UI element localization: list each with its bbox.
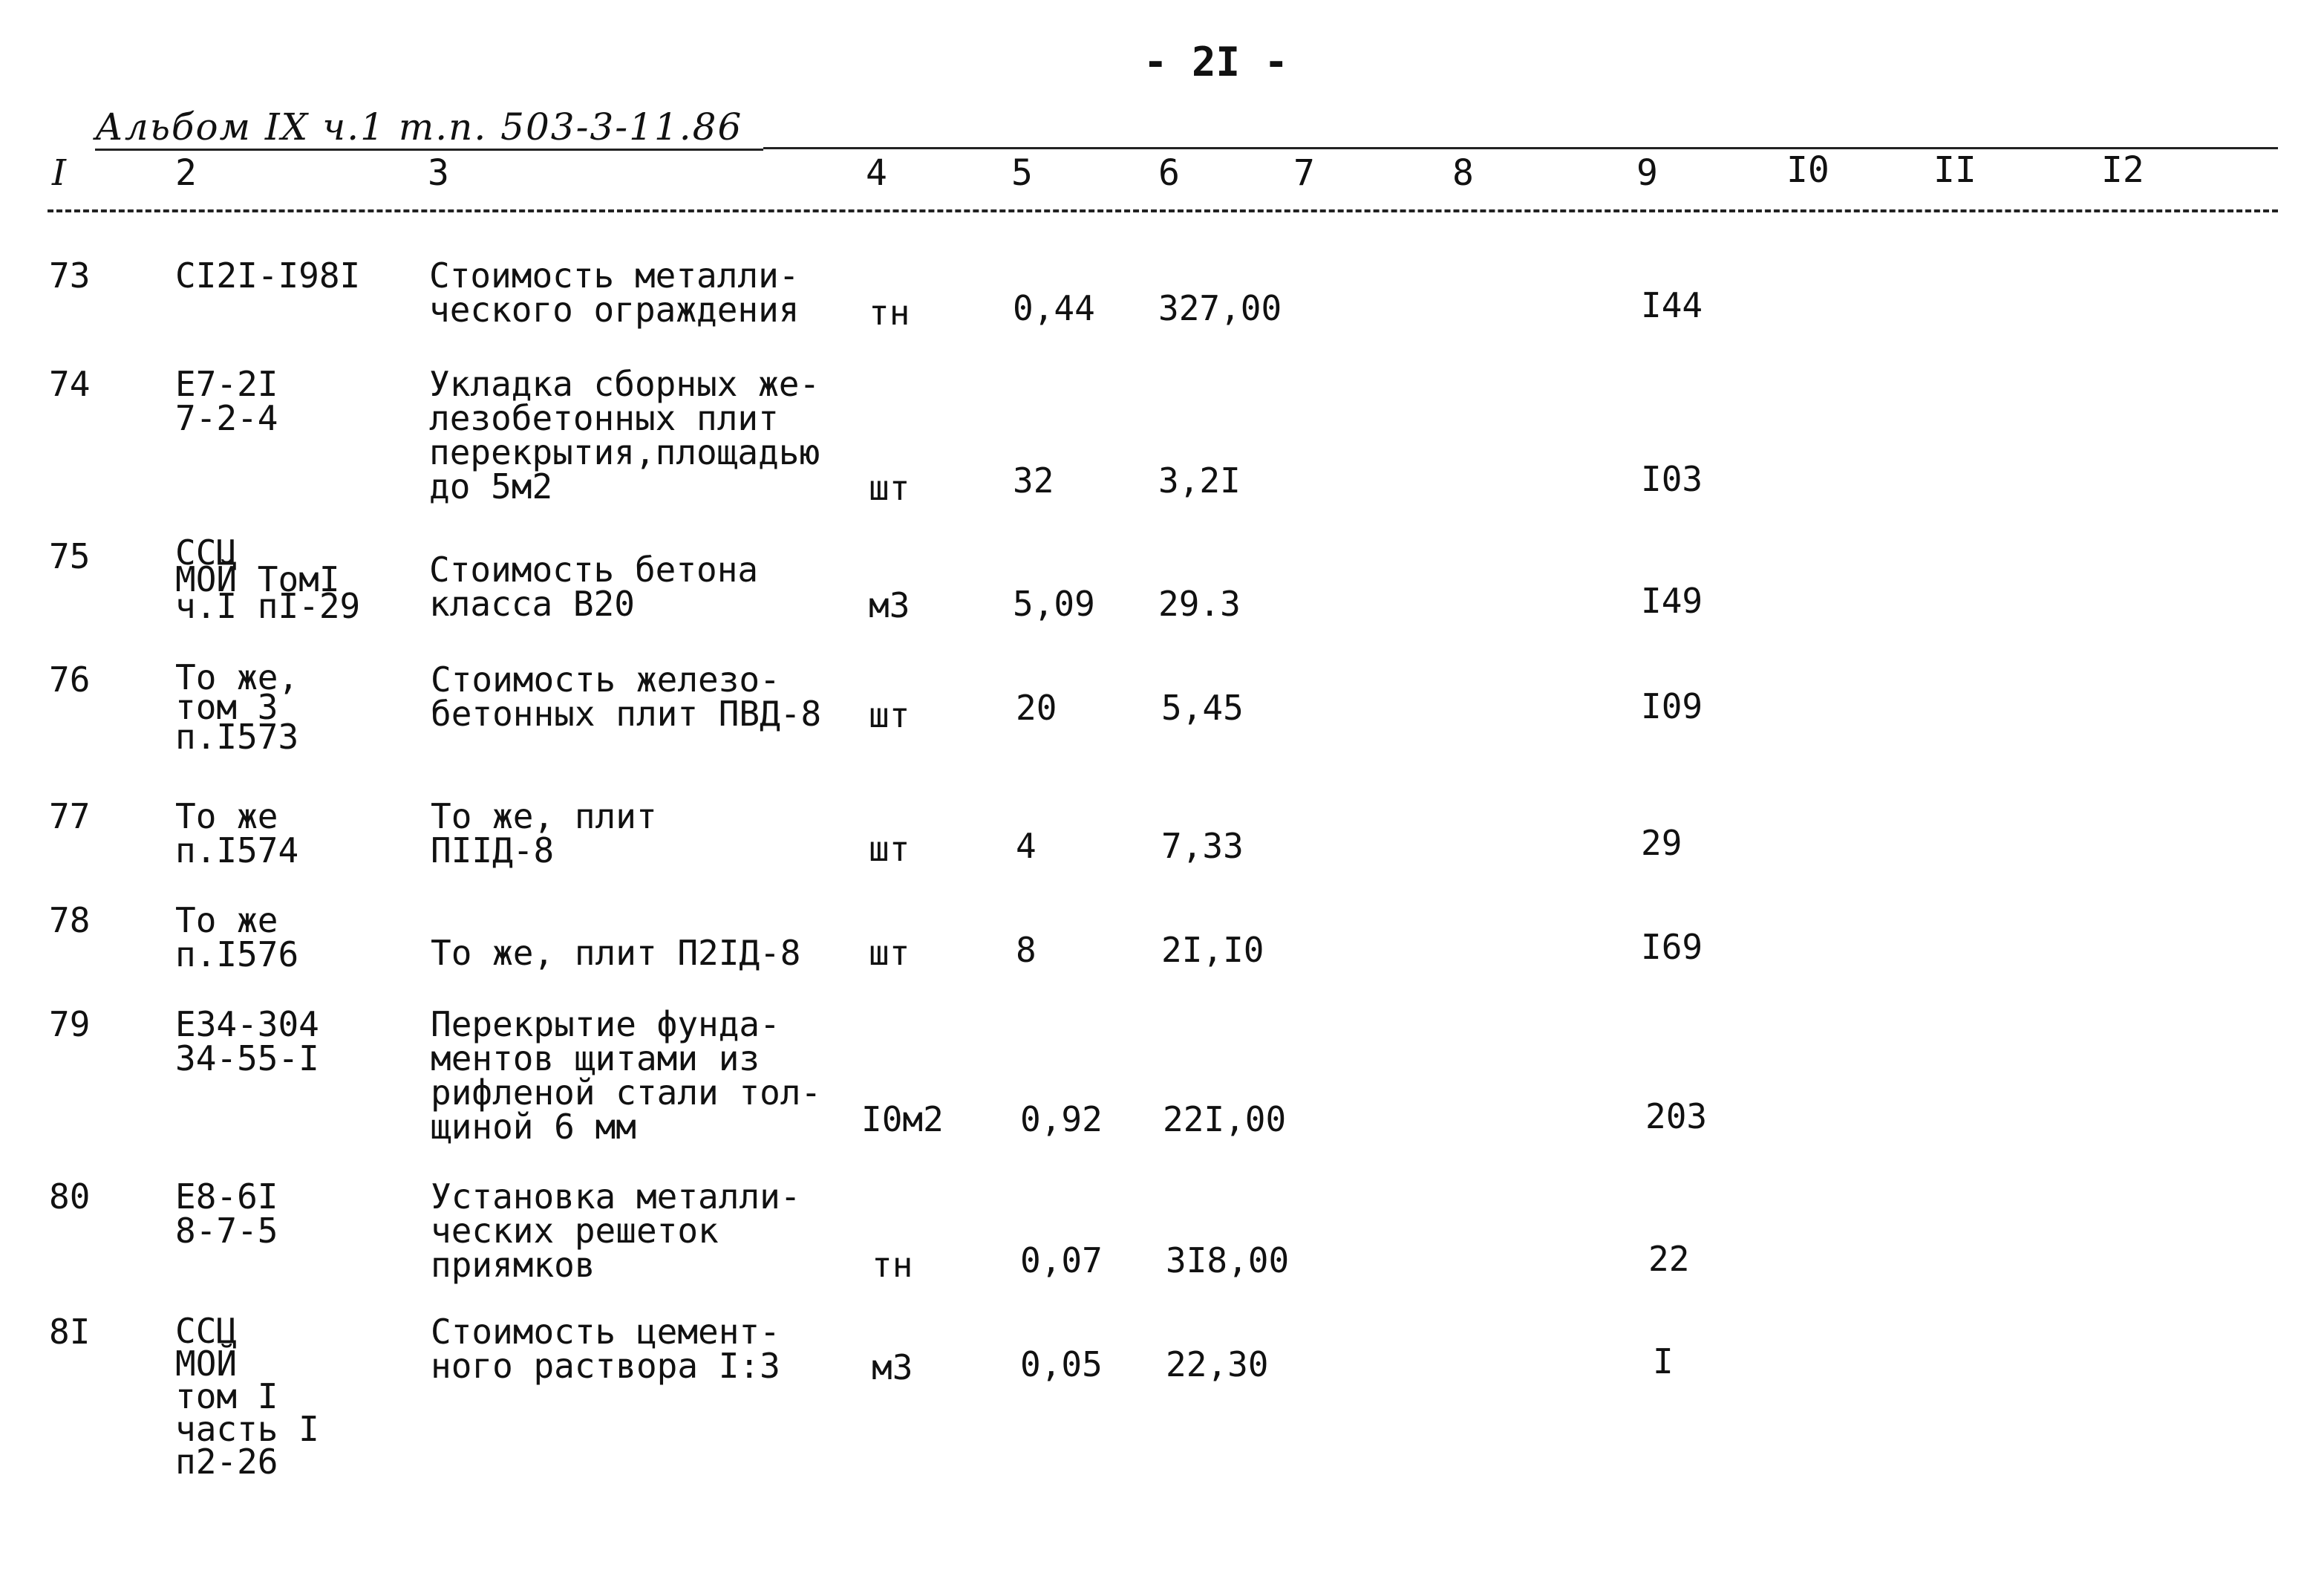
row-total: I44: [1641, 285, 1703, 325]
row-code: CI2I-I98I: [175, 255, 361, 296]
header-col-11: II: [1933, 149, 1977, 191]
row-unit: м3: [869, 585, 910, 625]
row-unit: тн: [872, 1245, 913, 1285]
row-unit-price: 3I8,00: [1166, 1240, 1290, 1280]
row-description: Укладка сборных же- лезобетонных плит перекрытия,площадью до 5м2: [429, 364, 820, 507]
row-code: То же п.I576: [175, 900, 299, 974]
row-unit-price: 327,00: [1158, 288, 1282, 328]
header-col-9: 9: [1636, 152, 1658, 194]
row-quantity: 5,09: [1013, 584, 1095, 624]
row-number: 76: [49, 660, 91, 700]
row-number: 75: [49, 536, 91, 576]
header-bottom-line: [48, 209, 2278, 212]
row-code: То же, том 3 п.I573: [175, 657, 299, 757]
row-unit-price: 5,45: [1161, 688, 1244, 728]
row-number: 78: [49, 900, 91, 940]
row-description: Стоимость металли- ческого ограждения: [429, 255, 800, 330]
row-number: 73: [49, 255, 91, 296]
page-number: - 2I -: [1143, 39, 1289, 85]
row-unit-price: 22I,00: [1163, 1099, 1287, 1139]
row-unit: I0м2: [861, 1099, 944, 1139]
row-unit: тн: [869, 293, 910, 333]
row-unit: шт: [869, 829, 910, 869]
header-col-7: 7: [1293, 152, 1315, 194]
row-unit: м3: [872, 1347, 913, 1387]
row-unit: шт: [869, 468, 910, 508]
header-col-6: 6: [1158, 152, 1180, 194]
row-number: 79: [49, 1004, 91, 1044]
row-total: 22: [1648, 1239, 1690, 1279]
row-total: I09: [1641, 686, 1703, 726]
row-code: E7-2I 7-2-4: [175, 364, 278, 438]
row-quantity: 0,44: [1013, 288, 1095, 328]
row-unit-price: 29.3: [1158, 584, 1241, 624]
header-col-3: 3: [428, 152, 449, 194]
row-code: То же п.I574: [175, 796, 299, 870]
row-number: 8I: [49, 1312, 91, 1352]
row-description: То же, плит ПIIД-8: [431, 796, 657, 870]
header-col-1: I: [52, 152, 66, 194]
row-total: I69: [1641, 927, 1703, 967]
row-total: I03: [1641, 459, 1703, 499]
row-quantity: 0,05: [1020, 1344, 1103, 1384]
row-number: 77: [49, 796, 91, 836]
row-total: 203: [1645, 1096, 1708, 1136]
row-code: E8-6I 8-7-5: [175, 1176, 278, 1251]
row-total: 29: [1641, 823, 1682, 863]
album-reference: Альбом IX ч.1 т.п. 503-3-11.86: [95, 105, 743, 149]
row-description: То же, плит П2IД-8: [431, 933, 801, 973]
row-description: Стоимость железо- бетонных плит ПВД-8: [431, 660, 822, 734]
row-quantity: 0,07: [1020, 1240, 1103, 1280]
header-col-2: 2: [175, 152, 197, 194]
row-number: 74: [49, 364, 91, 404]
row-code: E34-304 34-55-I: [175, 1004, 319, 1078]
row-unit-price: 22,30: [1166, 1344, 1269, 1384]
row-unit: шт: [869, 933, 910, 973]
row-unit-price: 7,33: [1161, 826, 1244, 866]
row-quantity: 0,92: [1020, 1099, 1103, 1139]
row-description: Стоимость бетона класса В20: [429, 550, 759, 624]
row-unit-price: 3,2I: [1158, 460, 1241, 501]
row-description: Перекрытие фунда- ментов щитами из рифленой стали тол- щиной 6 мм: [431, 1004, 822, 1147]
row-code: ССЦ МОЙ том I часть I п2-26: [175, 1311, 319, 1482]
row-unit-price: 2I,I0: [1161, 930, 1264, 970]
header-col-4: 4: [866, 152, 887, 194]
row-quantity: 8: [1016, 930, 1037, 970]
row-code: ССЦ МОЙ ТомI ч.I пI-29: [175, 533, 361, 626]
header-col-12: I2: [2101, 149, 2144, 191]
row-quantity: 32: [1013, 460, 1054, 501]
row-number: 80: [49, 1176, 91, 1217]
row-quantity: 20: [1016, 688, 1057, 728]
header-col-8: 8: [1452, 152, 1474, 194]
row-unit: шт: [869, 695, 910, 735]
row-description: Стоимость цемент- ного раствора I:3: [431, 1312, 780, 1386]
row-total: I49: [1641, 581, 1703, 621]
header-col-5: 5: [1011, 152, 1033, 194]
table-header: [0, 149, 2324, 193]
row-quantity: 4: [1016, 826, 1037, 866]
row-description: Установка металли- ческих решеток приямков: [431, 1176, 801, 1285]
header-col-10: I0: [1786, 149, 1830, 191]
row-total: I: [1653, 1341, 1674, 1381]
